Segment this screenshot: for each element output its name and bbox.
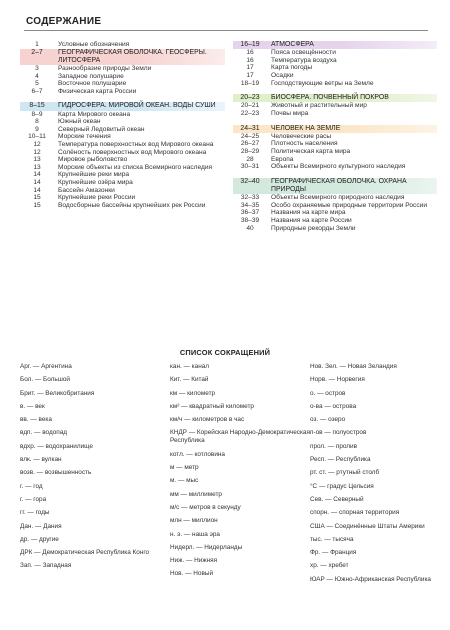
abbreviation-entry: ЮАР — Южно-Африканская Республика [310,575,431,583]
toc-entry-title: Температура воздуха [271,56,337,64]
toc-page-number: 3 [35,65,39,72]
toc-entry[interactable] [20,41,225,49]
toc-page-number: 30–31 [240,163,260,171]
abbreviation-entry: м. — мыс [170,477,199,485]
abbreviation-entry: Дан. — Дания [20,522,62,530]
toc-entry[interactable] [233,140,437,148]
toc-entry[interactable] [20,118,225,126]
abbreviation-entry: котл. — котловина [170,450,225,458]
toc-page-number: 6–7 [31,87,43,95]
toc-page-number: 1 [35,41,39,48]
toc-entry[interactable] [233,102,437,110]
toc-entry-title: Температура поверхностных вод Мирового океана [58,140,214,148]
toc-entry-title: Разнообразие природы Земли [58,65,152,72]
abbreviation-entry: возв. — возвышенность [20,469,92,477]
toc-entry-title: Крупнейшие реки мира [58,171,130,179]
toc-entry-title: Солёность поверхностных вод Мирового океана [58,148,207,156]
abbreviation-entry: Ниж. — Нижняя [170,557,218,565]
abbreviation-entry: Бол. — Большой [20,376,70,384]
toc-page-number: 22–23 [240,109,260,117]
abbreviation-entry: прол. — пролив [310,442,357,450]
section-gap [233,171,437,178]
abbreviation-entry: г. — год [20,482,43,490]
toc-entry[interactable] [20,179,225,187]
toc-entry-title: Крупнейшие озёра мира [58,178,133,186]
toc-page-number: 5 [35,80,39,88]
toc-entry[interactable] [20,194,225,202]
toc-entry[interactable] [20,73,225,81]
toc-entry[interactable] [20,65,225,73]
abbreviation-entry: мм — миллиметр [170,490,222,498]
abbreviations-column-3 [310,363,445,589]
abbreviation-entry: м/с — метров в секунду [170,503,241,511]
contents-right-column [233,41,437,232]
toc-section-heading[interactable] [233,125,437,133]
toc-entry-title: Карта Мирового океана [58,110,131,118]
toc-page-number: 14 [33,171,41,179]
toc-entry[interactable] [233,225,437,233]
toc-entry[interactable] [233,148,437,156]
toc-entry-title: АТМОСФЕРА [271,41,314,48]
toc-entry[interactable] [20,88,225,96]
toc-entry-title: Бассейн Амазонки [58,186,115,194]
toc-entry[interactable] [20,156,225,164]
toc-entry[interactable] [233,64,437,72]
abbreviation-entry: спорн. — спорная территория [310,509,400,517]
abbreviation-entry: Нов. Зел. — Новая Зеландия [310,363,397,370]
abbreviation-entry: в. — век [20,402,45,410]
toc-page-number: 14 [33,186,41,194]
toc-page-number: 17 [246,64,254,72]
toc-page-number: 26–27 [240,140,260,148]
abbreviation-entry: Фр. — Франция [310,549,357,557]
toc-entry-title: Политическая карта мира [271,147,351,155]
toc-entry[interactable] [233,163,437,171]
toc-entry[interactable] [233,133,437,141]
abbreviation-entry: о-ва — острова [310,402,357,410]
toc-entry-title: Южный океан [58,118,101,126]
abbreviation-entry: ДРК — Демократическая Республика Конго [20,549,150,557]
contents-left-column [20,41,225,209]
toc-entry[interactable] [20,133,225,141]
toc-page-number: 9 [35,125,39,133]
abbreviation-entry: США — Соединённые Штаты Америки [310,522,425,530]
toc-entry-title: Условные обозначения [58,41,130,48]
toc-entry-title: Морские объекты из списка Всемирного наследия [58,163,213,171]
abbreviation-entry: Респ. — Республика [310,456,371,464]
abbreviation-entry: Арг. — Аргентина [20,363,72,370]
toc-entry[interactable] [20,149,225,157]
toc-entry-title: Водосборные бассейны крупнейших рек России [58,201,206,209]
toc-entry-title: Плотность населения [271,140,338,148]
title-divider [24,30,428,31]
abbreviation-entry: рт. ст. — ртутный столб [310,469,380,477]
toc-entry[interactable] [20,187,225,195]
abbreviation-entry: Брит. — Великобритания [20,389,95,397]
toc-page-number: 18–19 [240,79,260,87]
toc-page-number: 8–15 [29,102,45,110]
toc-page-number: 10–11 [28,133,46,141]
toc-entry-title: Пояса освещённости [271,49,336,57]
abbreviation-entry: м — метр [170,464,199,472]
abbreviation-entry: Кит. — Китай [170,376,209,384]
toc-entry-title: Европа [271,155,294,163]
toc-entry-title: Карта погоды [271,64,313,72]
abbreviation-entry: КНДР — Корейская Народно-Демократическая Республика [170,429,310,445]
toc-entry[interactable] [233,110,437,118]
toc-page-number: 8–9 [31,110,43,118]
abbreviation-entry: г. — гора [20,495,47,503]
toc-entry-title: Почвы мира [271,109,309,117]
toc-section-heading[interactable] [233,178,437,194]
toc-page-number: 34–35 [240,201,260,209]
abbreviation-entry: др. — другие [20,535,59,543]
toc-entry[interactable] [233,57,437,65]
abbreviation-entry: км — километр [170,389,216,397]
toc-entry-title: Природные рекорды Земли [271,224,356,232]
abbreviation-entry: кан. — канал [170,363,210,370]
toc-page-number: 28–29 [240,147,260,155]
toc-entry-title: Физическая карта России [58,87,137,95]
toc-page-number: 8 [35,118,39,126]
toc-entry-title: Названия на карте России [271,216,352,224]
abbreviation-entry: н. э. — наша эра [170,530,220,538]
abbreviation-entry: гг. — годы [20,509,50,517]
toc-page-number: 13 [33,163,41,171]
toc-page-number: 20–23 [240,94,260,102]
toc-page-number: 16 [246,56,254,64]
toc-page-number: 4 [35,72,39,80]
abbreviation-entry: млн — миллион [170,517,218,525]
toc-entry[interactable] [233,156,437,164]
toc-page-number: 28 [246,155,254,163]
abbreviation-entry: тыс. — тысяча [310,535,354,543]
toc-entry-title: Восточное полушарие [58,80,127,88]
toc-entry[interactable] [233,80,437,88]
abbreviation-entry: Норв. — Норвегия [310,376,365,384]
toc-page-number: 38–39 [240,216,260,224]
toc-page-number: 40 [246,224,254,232]
toc-entry-title: Животный и растительный мир [271,102,367,110]
toc-section-heading[interactable] [233,41,437,49]
abbreviations-column-2 [170,363,310,584]
toc-entry-title: ГИДРОСФЕРА. МИРОВОЙ ОКЕАН. ВОДЫ СУШИ [58,102,216,110]
toc-entry-title: БИОСФЕРА. ПОЧВЕННЫЙ ПОКРОВ [271,94,389,102]
toc-page-number: 17 [246,71,254,79]
abbreviation-entry: вдхр. — водохранилище [20,442,93,450]
toc-page-number: 12 [33,148,41,156]
toc-page-number: 16 [246,49,254,57]
toc-entry[interactable] [233,217,437,225]
toc-section-heading[interactable] [20,49,225,65]
contents-title: СОДЕРЖАНИЕ [26,16,102,27]
toc-entry-title: ГЕОГРАФИЧЕСКАЯ ОБОЛОЧКА. ОХРАНА ПРИРОДЫ [271,177,407,193]
toc-entry[interactable] [20,80,225,88]
toc-entry[interactable] [20,171,225,179]
toc-page-number: 32–40 [240,177,260,185]
toc-entry[interactable] [233,49,437,57]
abbreviation-entry: вдп. — водопад [20,429,67,437]
toc-page-number: 15 [33,201,41,209]
toc-entry[interactable] [233,72,437,80]
toc-page-number: 13 [33,156,41,164]
toc-entry[interactable] [233,194,437,202]
toc-entry-title: Западное полушарие [58,72,124,80]
toc-page-number: 16–19 [240,41,260,48]
toc-entry-title: Крупнейшие реки России [58,194,136,202]
abbreviation-entry: Сев. — Северный [310,495,364,503]
toc-page-number: 24–31 [240,124,260,132]
abbreviation-entry: км/ч — километров в час [170,416,245,424]
toc-entry-title: Морские течения [58,133,111,141]
abbreviation-entry: Зап. — Западная [20,562,72,570]
abbreviation-entry: хр. — хребет [310,562,349,570]
toc-entry[interactable] [20,141,225,149]
toc-entry-title: ГЕОГРАФИЧЕСКАЯ ОБОЛОЧКА. ГЕОСФЕРЫ. ЛИТОСФЕРА [58,48,207,64]
abbreviation-entry: п-ов — полуостров [310,429,367,437]
toc-page-number: 36–37 [240,209,260,217]
toc-entry[interactable] [233,209,437,217]
toc-entry-title: Объекты Всемирного природного наследия [271,194,405,202]
section-gap [233,118,437,125]
toc-entry[interactable] [20,111,225,119]
abbreviation-entry: °С — градус Цельсия [310,482,374,490]
abbreviation-entry: км² — квадратный километр [170,402,254,410]
toc-entry-title: Объекты Всемирного культурного наследия [271,163,406,171]
abbreviation-entry: Нов. — Новый [170,570,214,578]
abbreviation-entry: о. — остров [310,389,346,397]
abbreviations-title: СПИСОК СОКРАЩЕНИЙ [179,348,271,357]
toc-entry-title: Мировое рыболовство [58,156,128,164]
toc-entry-title: Осадки [271,71,294,79]
toc-section-heading[interactable] [20,102,225,110]
toc-entry-title: Северный Ледовитый океан [58,125,145,133]
abbreviation-entry: оз. — озеро [310,416,346,424]
toc-entry[interactable] [233,202,437,210]
toc-entry[interactable] [20,126,225,134]
toc-page-number: 12 [33,140,41,148]
toc-entry-title: ЧЕЛОВЕК НА ЗЕМЛЕ [271,124,341,132]
toc-entry-title: Особо охраняемые природные территории России [271,201,427,209]
abbreviations-column-1 [20,363,150,576]
abbreviation-entry: вв. — века [20,416,52,424]
toc-page-number: 2–7 [31,48,43,56]
abbreviation-entry: влк. — вулкан [20,456,62,464]
toc-page-number: 15 [33,194,41,202]
toc-page-number: 24–25 [240,132,260,140]
toc-page-number: 20–21 [240,102,260,110]
abbreviation-entry: Нидерл. — Нидерланды [170,543,243,551]
toc-entry-title: Господствующие ветры на Земле [271,79,374,87]
toc-entry-title: Названия на карте мира [271,209,346,217]
toc-page-number: 14 [33,178,41,186]
toc-entry[interactable] [20,202,225,210]
toc-entry-title: Человеческие расы [271,132,332,140]
toc-page-number: 32–33 [240,194,260,202]
